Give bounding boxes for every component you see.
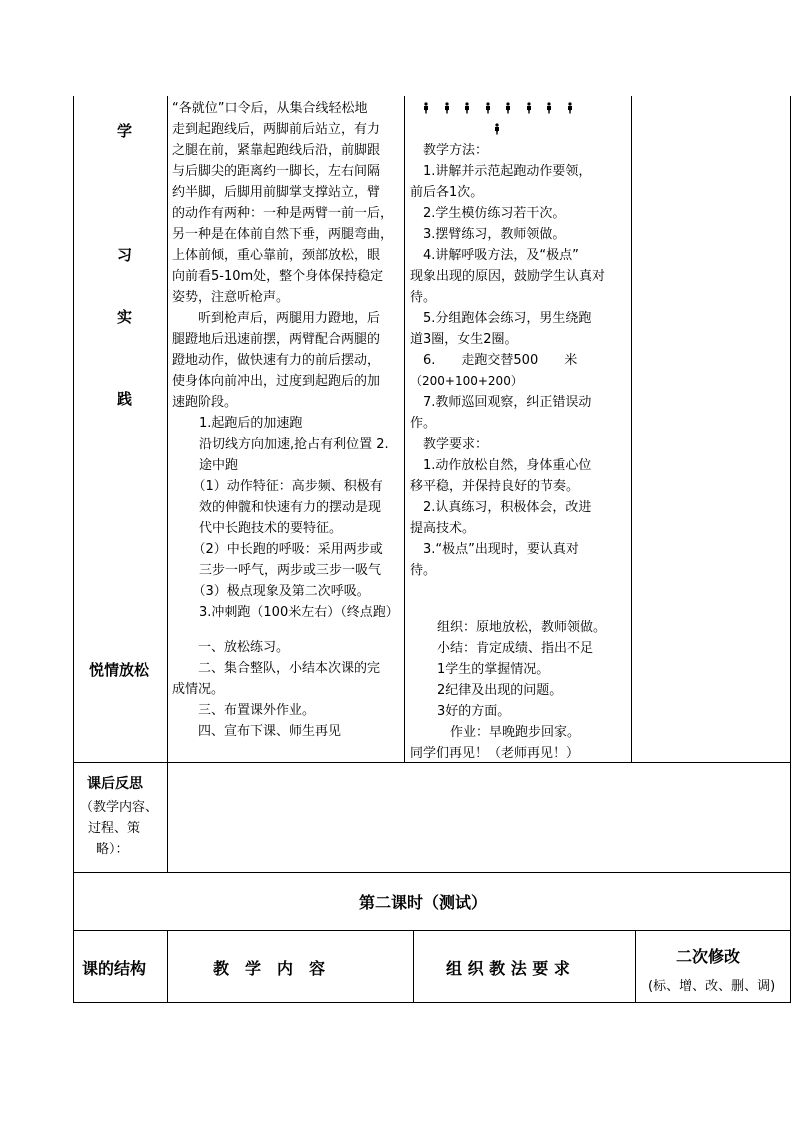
org-line: 1学生的掌握情况。 xyxy=(424,662,550,677)
content-line: 向前看5-10m处，整个身体保持稳定 xyxy=(172,269,384,284)
row-line-2 xyxy=(73,872,791,873)
header-revision-note: (标、增、改、删、调) xyxy=(648,979,776,994)
content-line: 效的伸髋和快速有力的摆动是现 xyxy=(186,500,382,515)
method-line: 待。 xyxy=(410,290,437,305)
content-line: 另一种是在体前自然下垂，两腿弯曲， xyxy=(172,227,394,242)
relax-line: 一、放松练习。 xyxy=(172,640,290,655)
content-line: 3.冲刺跑（100米左右）（终点跑） xyxy=(186,605,399,620)
content-line: （1）动作特征：高步频、积极有 xyxy=(186,479,383,494)
runner-icon xyxy=(491,120,503,132)
label-relax-section: 悦情放松 xyxy=(89,661,150,679)
method-line: 6. 走跑交替500 米 xyxy=(410,353,578,368)
table-border-right xyxy=(790,96,791,1003)
method-line: 教学要求： xyxy=(410,437,489,452)
content-line: 三步一呼气，两步或三步一吸气 xyxy=(186,563,382,578)
content-line: （2）中长跑的呼吸：采用两步或 xyxy=(186,542,383,557)
header-divider-2 xyxy=(413,930,414,1002)
content-line: 沿切线方向加速,抢占有利位置 2. xyxy=(186,437,389,452)
reflection-note-2: 过程、策 xyxy=(88,821,141,836)
runner-icon xyxy=(543,99,555,111)
runner-icon xyxy=(523,99,535,111)
relax-line: 成情况。 xyxy=(172,682,225,697)
relax-line: 三、布置课外作业。 xyxy=(172,703,316,718)
content-line: 听到枪声后，两腿用力蹬地，后 xyxy=(172,311,381,326)
content-line: 约半脚，后脚用前脚掌支撑站立，臂 xyxy=(172,185,381,200)
reflection-note-1: （教学内容、 xyxy=(80,800,159,815)
method-line: 道3圈，女生2圈。 xyxy=(410,332,518,347)
content-line: 代中长跑技术的要特征。 xyxy=(186,521,343,536)
second-lesson-title: 第二课时（测试） xyxy=(359,893,488,912)
col-divider-1 xyxy=(167,96,168,762)
method-line: 移平稳，并保持良好的节奏。 xyxy=(410,479,580,494)
reflection-note-3: 略）： xyxy=(96,842,129,857)
method-line: （200+100+200） xyxy=(410,374,523,388)
method-line: 教学方法： xyxy=(410,143,489,158)
method-line: 4.讲解呼吸方法，及“极点” xyxy=(410,248,579,263)
content-line: （3）极点现象及第二次呼吸。 xyxy=(186,584,370,599)
method-line: 待。 xyxy=(410,563,437,578)
method-line: 1.讲解并示范起跑动作要领， xyxy=(410,164,592,179)
method-line: 3.“极点”出现时，要认真对 xyxy=(410,542,579,557)
table-border-left xyxy=(73,96,74,1003)
label-xi: 习 xyxy=(117,246,133,264)
header-content: 教 学 内 容 xyxy=(213,959,326,978)
content-line: 使身体向前冲出，过度到起跑后的加 xyxy=(172,374,381,389)
org-line: 小结：肯定成绩、指出不足 xyxy=(424,641,594,656)
label-xue: 学 xyxy=(117,122,133,140)
label-jian: 践 xyxy=(117,390,133,408)
header-organization: 组 织 教 法 要 求 xyxy=(446,959,570,978)
content-line: 腿蹬地后迅速前摆，两臂配合两腿的 xyxy=(172,332,381,347)
runner-icon xyxy=(482,99,494,111)
method-line: 5.分组跑体会练习，男生绕跑 xyxy=(410,311,592,326)
content-line: “各就位”口令后，从集合线轻松地 xyxy=(172,101,368,116)
method-line: 提高技术。 xyxy=(410,521,476,536)
runner-icon xyxy=(502,99,514,111)
content-line: 姿势，注意听枪声。 xyxy=(172,290,290,305)
org-line: 3好的方面。 xyxy=(424,704,511,719)
runner-icon xyxy=(420,99,432,111)
method-line: 现象出现的原因，鼓励学生认真对 xyxy=(410,269,606,284)
method-line: 前后各1次。 xyxy=(410,185,484,200)
content-line: 上体前倾，重心靠前，颈部放松，眼 xyxy=(172,248,381,263)
runner-icon xyxy=(441,99,453,111)
col-divider-3 xyxy=(631,96,632,762)
method-line: 2.学生模仿练习若干次。 xyxy=(410,206,566,221)
reflection-divider xyxy=(167,762,168,872)
org-line: 同学们再见！（老师再见！） xyxy=(410,746,580,761)
content-line: 的动作有两种：一种是两臂一前一后， xyxy=(172,206,394,221)
content-line: 途中跑 xyxy=(186,458,239,473)
org-line: 2纪律及出现的问题。 xyxy=(424,683,563,698)
relax-line: 四、宣布下课、师生再见 xyxy=(172,724,342,739)
org-line: 组织：原地放松，教师领做。 xyxy=(424,620,607,635)
header-revision: 二次修改 xyxy=(676,947,741,966)
row-line-4 xyxy=(73,1002,791,1003)
runner-icon xyxy=(564,99,576,111)
header-structure: 课的结构 xyxy=(82,959,147,978)
col-divider-2 xyxy=(404,96,405,762)
reflection-title: 课后反思 xyxy=(87,776,143,792)
content-line: 与后脚尖的距离约一脚长，左右间隔 xyxy=(172,164,381,179)
method-line: 1.动作放松自然，身体重心位 xyxy=(410,458,592,473)
method-line: 2.认真练习，积极体会，改进 xyxy=(410,500,592,515)
method-line: 作。 xyxy=(410,416,437,431)
org-line: 作业：早晚跑步回家。 xyxy=(424,725,581,740)
label-shi: 实 xyxy=(117,308,133,326)
content-line: 速跑阶段。 xyxy=(172,395,238,410)
method-line: 7.教师巡回观察，纠正错误动 xyxy=(410,395,592,410)
runner-icon xyxy=(461,99,473,111)
content-line: 之腿在前，紧靠起跑线后沿，前脚跟 xyxy=(172,143,381,158)
content-line: 1.起跑后的加速跑 xyxy=(186,416,303,431)
header-divider-1 xyxy=(167,930,168,1002)
content-line: 蹬地动作，做快速有力的前后摆动， xyxy=(172,353,381,368)
content-line: 走到起跑线后，两脚前后站立，有力 xyxy=(172,122,381,137)
relax-line: 二、集合整队，小结本次课的完 xyxy=(172,661,381,676)
row-line-3 xyxy=(73,930,791,931)
header-divider-3 xyxy=(635,930,636,1002)
method-line: 3.摆臂练习，教师领做。 xyxy=(410,227,566,242)
